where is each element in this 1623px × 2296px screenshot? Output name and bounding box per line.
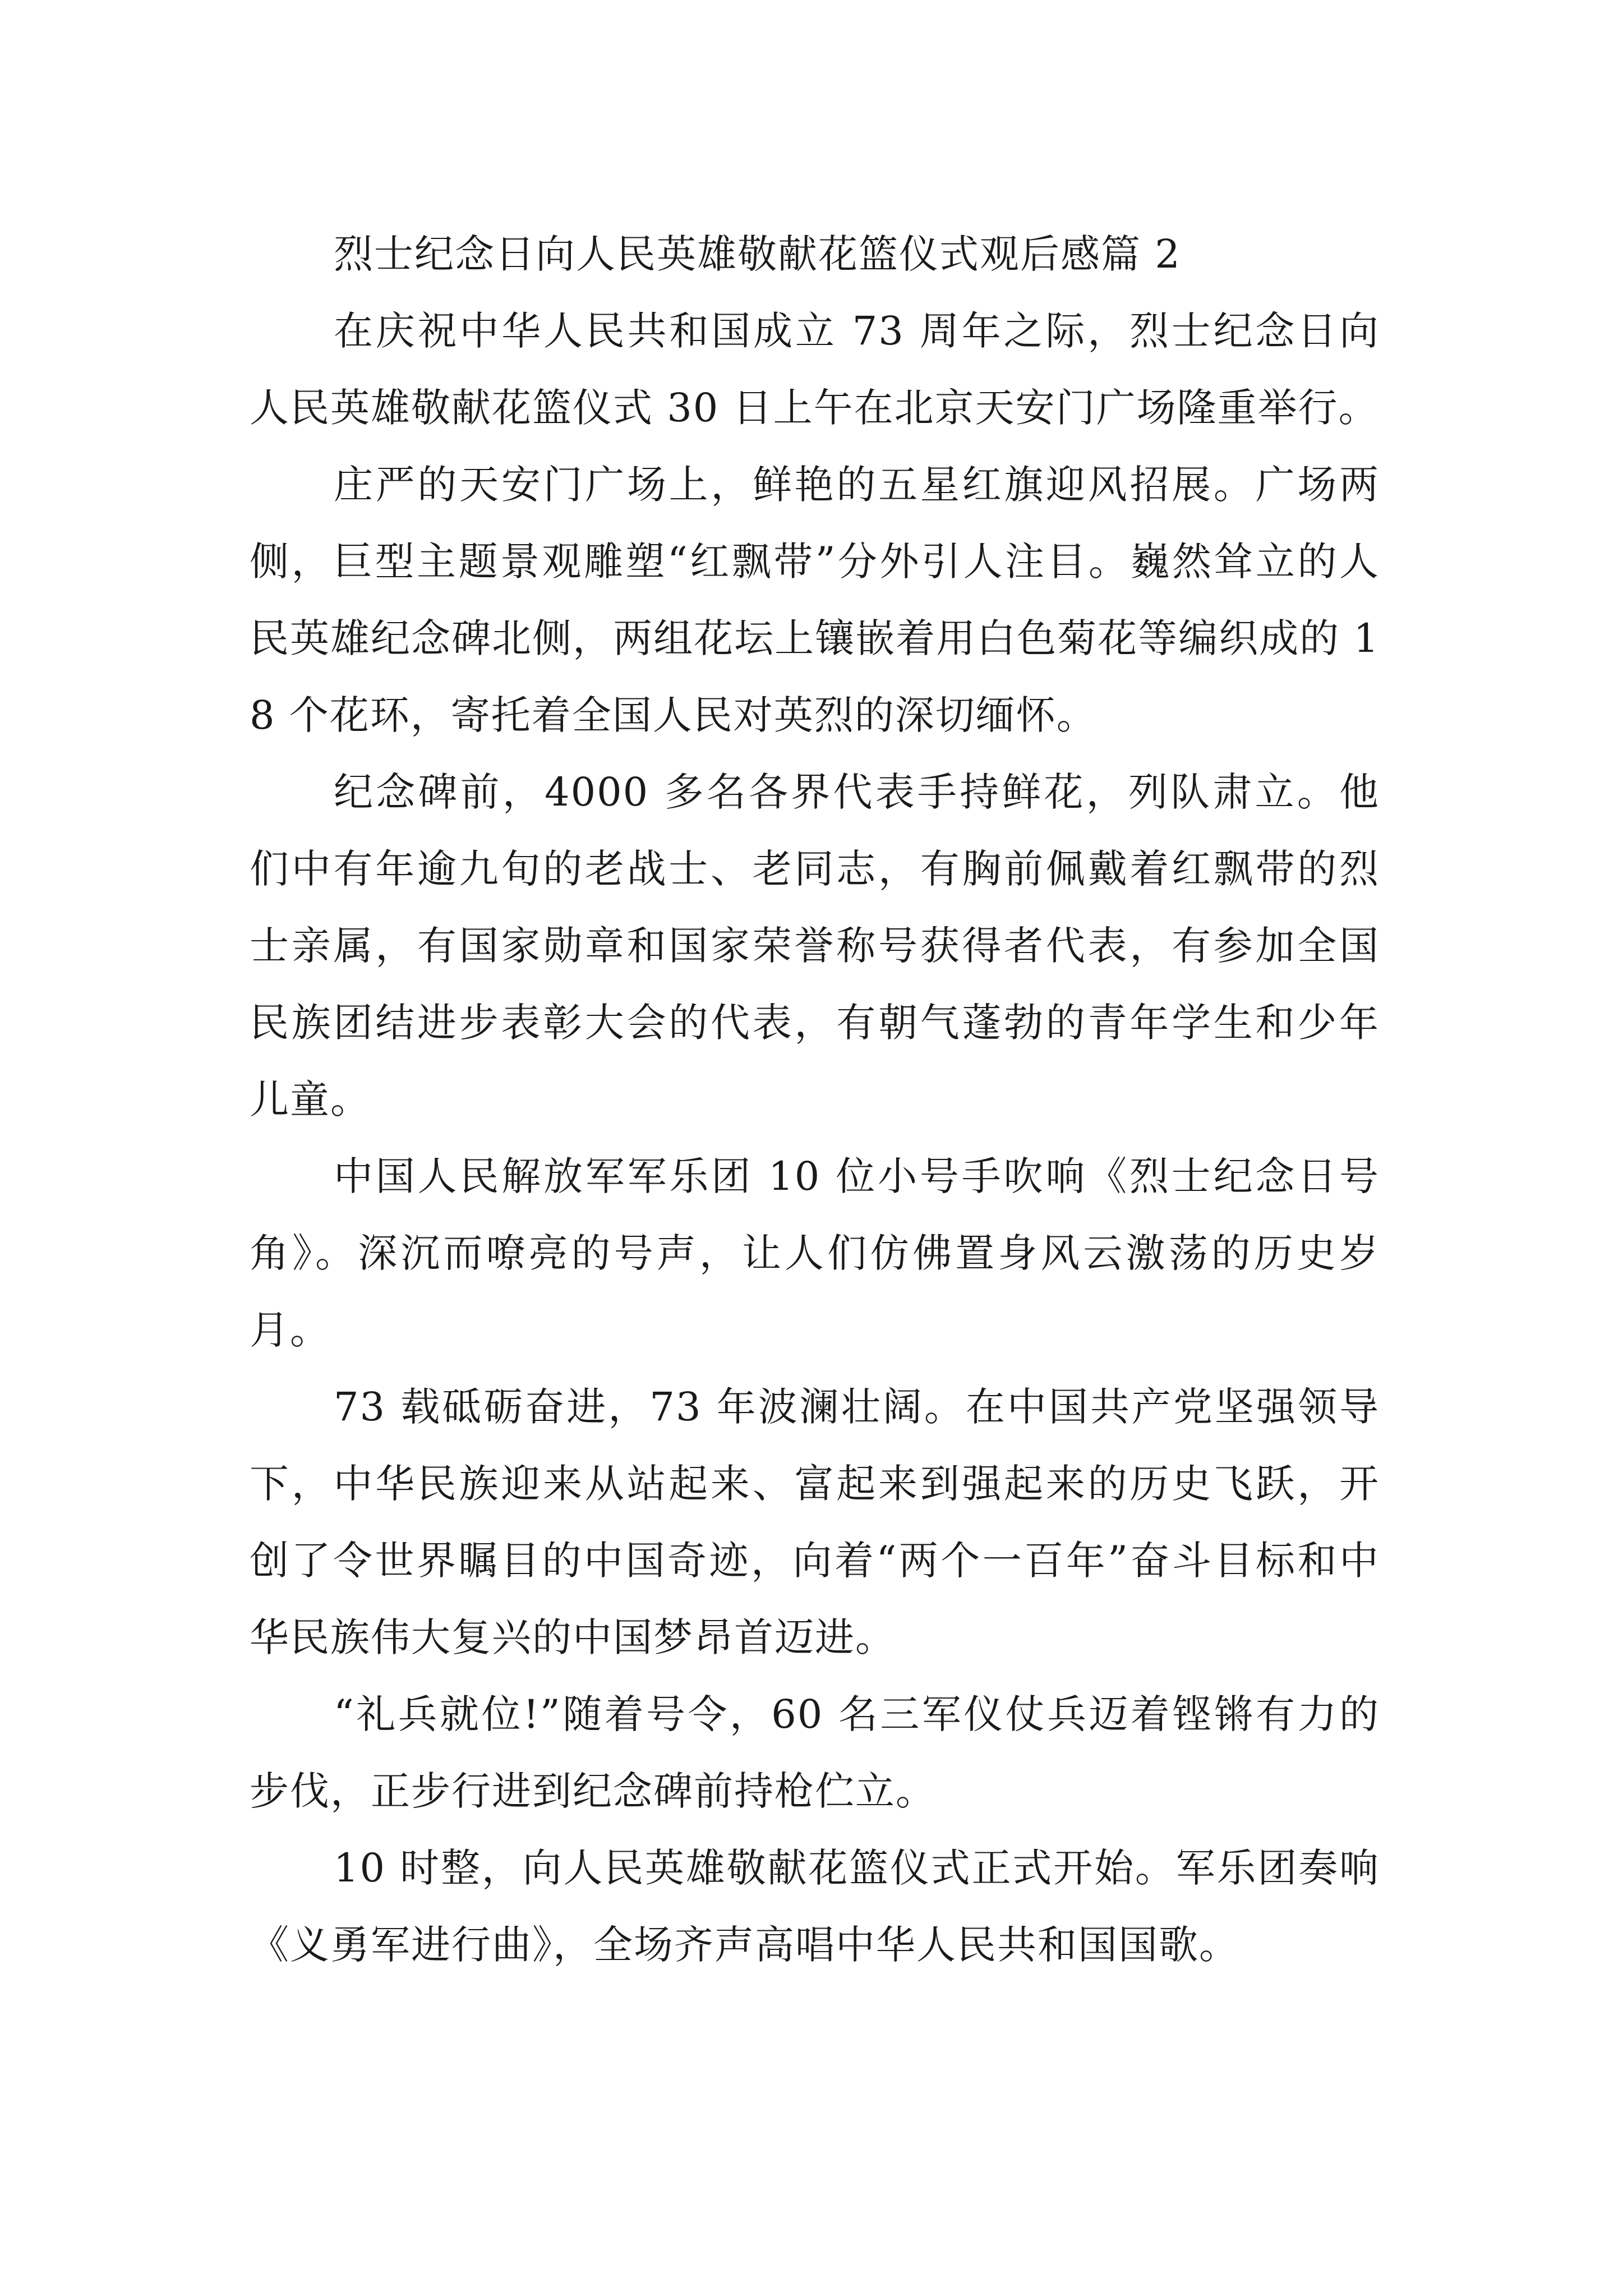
paragraph-5: 73 载砥砺奋进，73 年波澜壮阔。在中国共产党坚强领导下，中华民族迎来从站起来、富起来到强起来的历史飞跃，开创了令世界瞩目的中国奇迹，向着“两个一百年”奋斗目标和中华民族伟大复兴的中国梦昂首迈进。 <box>250 1384 1380 1660</box>
paragraph-6: “礼兵就位!”随着号令，60 名三军仪仗兵迈着铿锵有力的步伐，正步行进到纪念碑前持枪伫立。 <box>250 1691 1380 1814</box>
document-title: 烈士纪念日向人民英雄敬献花篮仪式观后感篇 2 <box>334 231 1181 277</box>
paragraph-2: 庄严的天安门广场上，鲜艳的五星红旗迎风招展。广场两侧，巨型主题景观雕塑“红飘带”分外引人注目。巍然耸立的人民英雄纪念碑北侧，两组花坛上镶嵌着用白色菊花等编织成的 18 个花环，寄托着全国人民对英烈的深切缅怀。 <box>250 462 1380 738</box>
paragraph-1: 在庆祝中华人民共和国成立 73 周年之际，烈士纪念日向人民英雄敬献花篮仪式 30 日上午在北京天安门广场隆重举行。 <box>250 308 1380 431</box>
paragraph-3: 纪念碑前，4000 多名各界代表手持鲜花，列队肃立。他们中有年逾九旬的老战士、老同志，有胸前佩戴着红飘带的烈士亲属，有国家勋章和国家荣誉称号获得者代表，有参加全国民族团结进步表彰大会的代表，有朝气蓬勃的青年学生和少年儿童。 <box>250 769 1380 1122</box>
document-body <box>250 216 1380 1984</box>
paragraph-4: 中国人民解放军军乐团 10 位小号手吹响《烈士纪念日号角》。深沉而嘹亮的号声，让人们仿佛置身风云激荡的历史岁月。 <box>250 1153 1380 1353</box>
paragraph-7: 10 时整，向人民英雄敬献花篮仪式正式开始。军乐团奏响《义勇军进行曲》，全场齐声高唱中华人民共和国国歌。 <box>250 1845 1380 1968</box>
